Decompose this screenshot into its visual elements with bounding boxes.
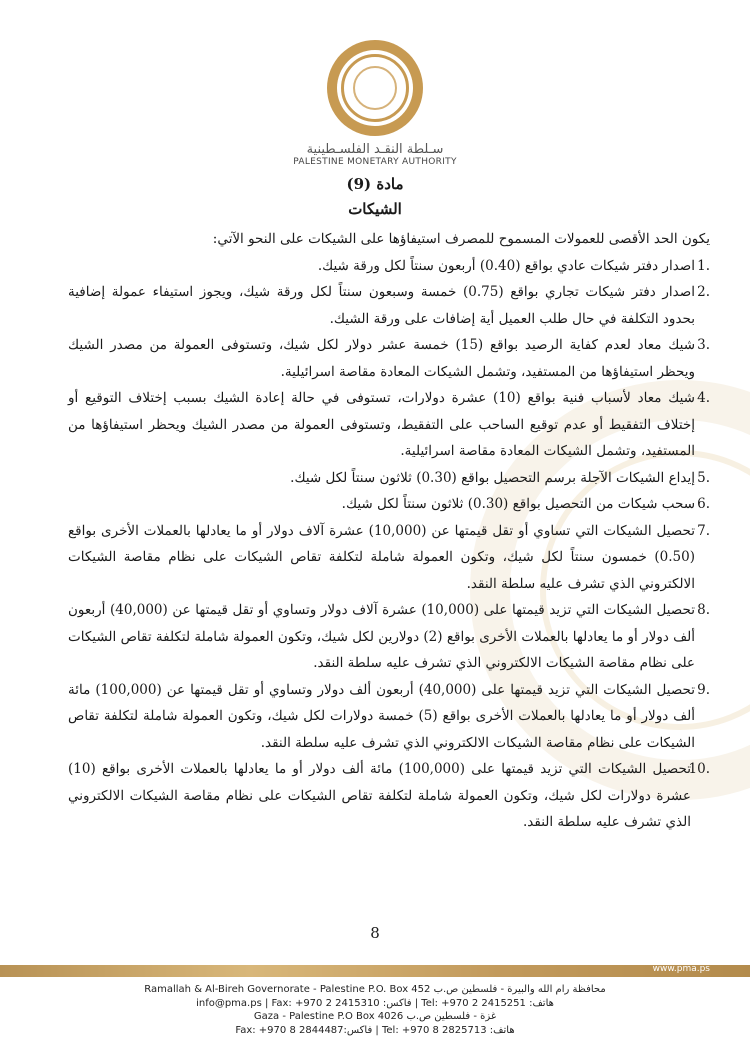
item-text: تحصيل الشيكات التي تزيد قيمتها على (40,000) أربعون ألف دولار وتساوي أو تقل قيمتها عن (100,000) مائة ألف دولار أو ما يعادلها بالعملات الأخرى بواقع (5) خمسة دولارات لكل شيك، وتكون العمولة شاملة لتكلفة تقاص الشيكات على نظام مقاصة الشيكات الالكتروني الذي تشرف عليه سلطة النقد. [68, 681, 695, 751]
letterhead [0, 40, 750, 167]
item-text: إيداع الشيكات الآجلة برسم التحصيل بواقع (0.30) ثلاثون سنتاً لكل شيك. [290, 469, 695, 486]
list-item [68, 518, 710, 598]
item-text: اصدار دفتر شيكات عادي بواقع (0.40) أربعون سنتاً لكل ورقة شيك. [317, 257, 695, 274]
item-text: شيك معاد لعدم كفاية الرصيد بواقع (15) خمسة عشر دولار لكل شيك، وتستوفى العمولة من مصدر الشيك ويحظر استيفاؤها من المستفيد، وتشمل الشيكات المعادة مقاصة اسرائيلية. [68, 337, 696, 380]
item-text: شيك معاد لأسباب فنية بواقع (10) عشرة دولارات، تستوفى في حالة إعادة الشيك بسبب إختلاف التوقيع أو إختلاف التفقيط أو عدم توقيع الساحب على التفقيط، وتستوفى العمولة من مصدر الشيك ويحظر استيفاؤها من المستفيد، وتشمل الشيكات المعادة مقاصة اسرائيلية. [68, 390, 695, 459]
item-text: سحب شيكات من التحصيل بواقع (0.30) ثلاثون سنتاً لكل شيك. [341, 496, 695, 512]
item-number: .7 [697, 522, 710, 539]
org-name-english: PALESTINE MONETARY AUTHORITY [293, 157, 457, 167]
footer-band [0, 965, 750, 977]
item-number: .8 [697, 602, 710, 618]
item-number: .1 [697, 257, 710, 274]
list-item [68, 332, 710, 385]
org-name-arabic: سـلطة النقـد الفلسـطينية [306, 142, 444, 157]
article-body [68, 226, 710, 836]
item-number: .2 [697, 284, 710, 300]
footer-contact [0, 983, 750, 1037]
article-title: مادة (9) [346, 175, 404, 193]
list-item [68, 385, 710, 465]
footer-contact-ramallah: info@pma.ps | Fax: +970 2 2415310 :فاكس | Tel: +970 2 2415251 :هاتف [196, 997, 554, 1009]
footer-address-ramallah: Ramallah & Al-Bireh Governorate - Palestine P.O. Box 452 محافظة رام الله والبيرة - فلسطين ص.ب [144, 984, 606, 995]
footer-address-gaza: Gaza - Palestine P.O Box 4026 غزة - فلسطين ص.ب [253, 1011, 497, 1022]
item-number: .5 [697, 469, 710, 486]
page-number: 8 [370, 924, 380, 942]
article-intro: يكون الحد الأقصى للعمولات المسموح للمصرف استيفاؤها على الشيكات على النحو الآتي: [212, 231, 710, 247]
item-text: تحصيل الشيكات التي تزيد قيمتها على (100,000) مائة ألف دولار أو ما يعادلها بالعملات الأخرى بواقع (10) عشرة دولارات لكل شيك، وتكون العمولة شاملة لتكلفة تقاص الشيكات على نظام مقاصة الشيكات الالكتروني الذي تشرف عليه سلطة النقد. [68, 761, 691, 830]
item-number: .6 [697, 496, 710, 512]
item-number: .3 [697, 337, 710, 353]
pma-seal-logo [327, 40, 423, 136]
list-item [68, 597, 710, 677]
list-item [68, 465, 710, 492]
footer-website: www.pma.ps [652, 964, 710, 974]
list-item [68, 491, 710, 518]
item-text: اصدار دفتر شيكات تجاري بواقع (0.75) خمسة وسبعون سنتاً لكل ورقة شيك، ويجوز استيفاء عمولة إضافية بحدود التكلفة في حال طلب العميل أية إضافات على ورقة الشيك. [68, 284, 695, 327]
item-number: .10 [688, 761, 710, 777]
footer-contact-gaza: Fax: +970 8 2844487:فاكس | Tel: +970 8 2825713 :هاتف [235, 1024, 515, 1036]
section-title: الشيكات [348, 200, 402, 218]
list-item [68, 756, 710, 836]
list-item [68, 279, 710, 332]
item-text: تحصيل الشيكات التي تساوي أو تقل قيمتها عن (10,000) عشرة آلاف دولار أو ما يعادلها بالعملات الأخرى بواقع (0.50) خمسون سنتاً لكل شيك، وتكون العمولة شاملة لتكلفة تقاص الشيكات على نظام مقاصة الشيكات الالكتروني الذي تشرف عليه سلطة النقد. [68, 522, 695, 592]
list-item [68, 677, 710, 757]
item-number: .4 [697, 390, 710, 406]
list-item [68, 253, 710, 280]
item-number: .9 [697, 681, 710, 698]
item-text: تحصيل الشيكات التي تزيد قيمتها على (10,000) عشرة آلاف دولار وتساوي أو تقل قيمتها عن (40,000) أربعون ألف دولار أو ما يعادلها بالعملات الأخرى بواقع (2) دولارين لكل شيك، وتكون العمولة شاملة لتكلفة تقاص الشيكات على نظام مقاصة الشيكات الالكتروني الذي تشرف عليه سلطة النقد. [68, 602, 695, 671]
